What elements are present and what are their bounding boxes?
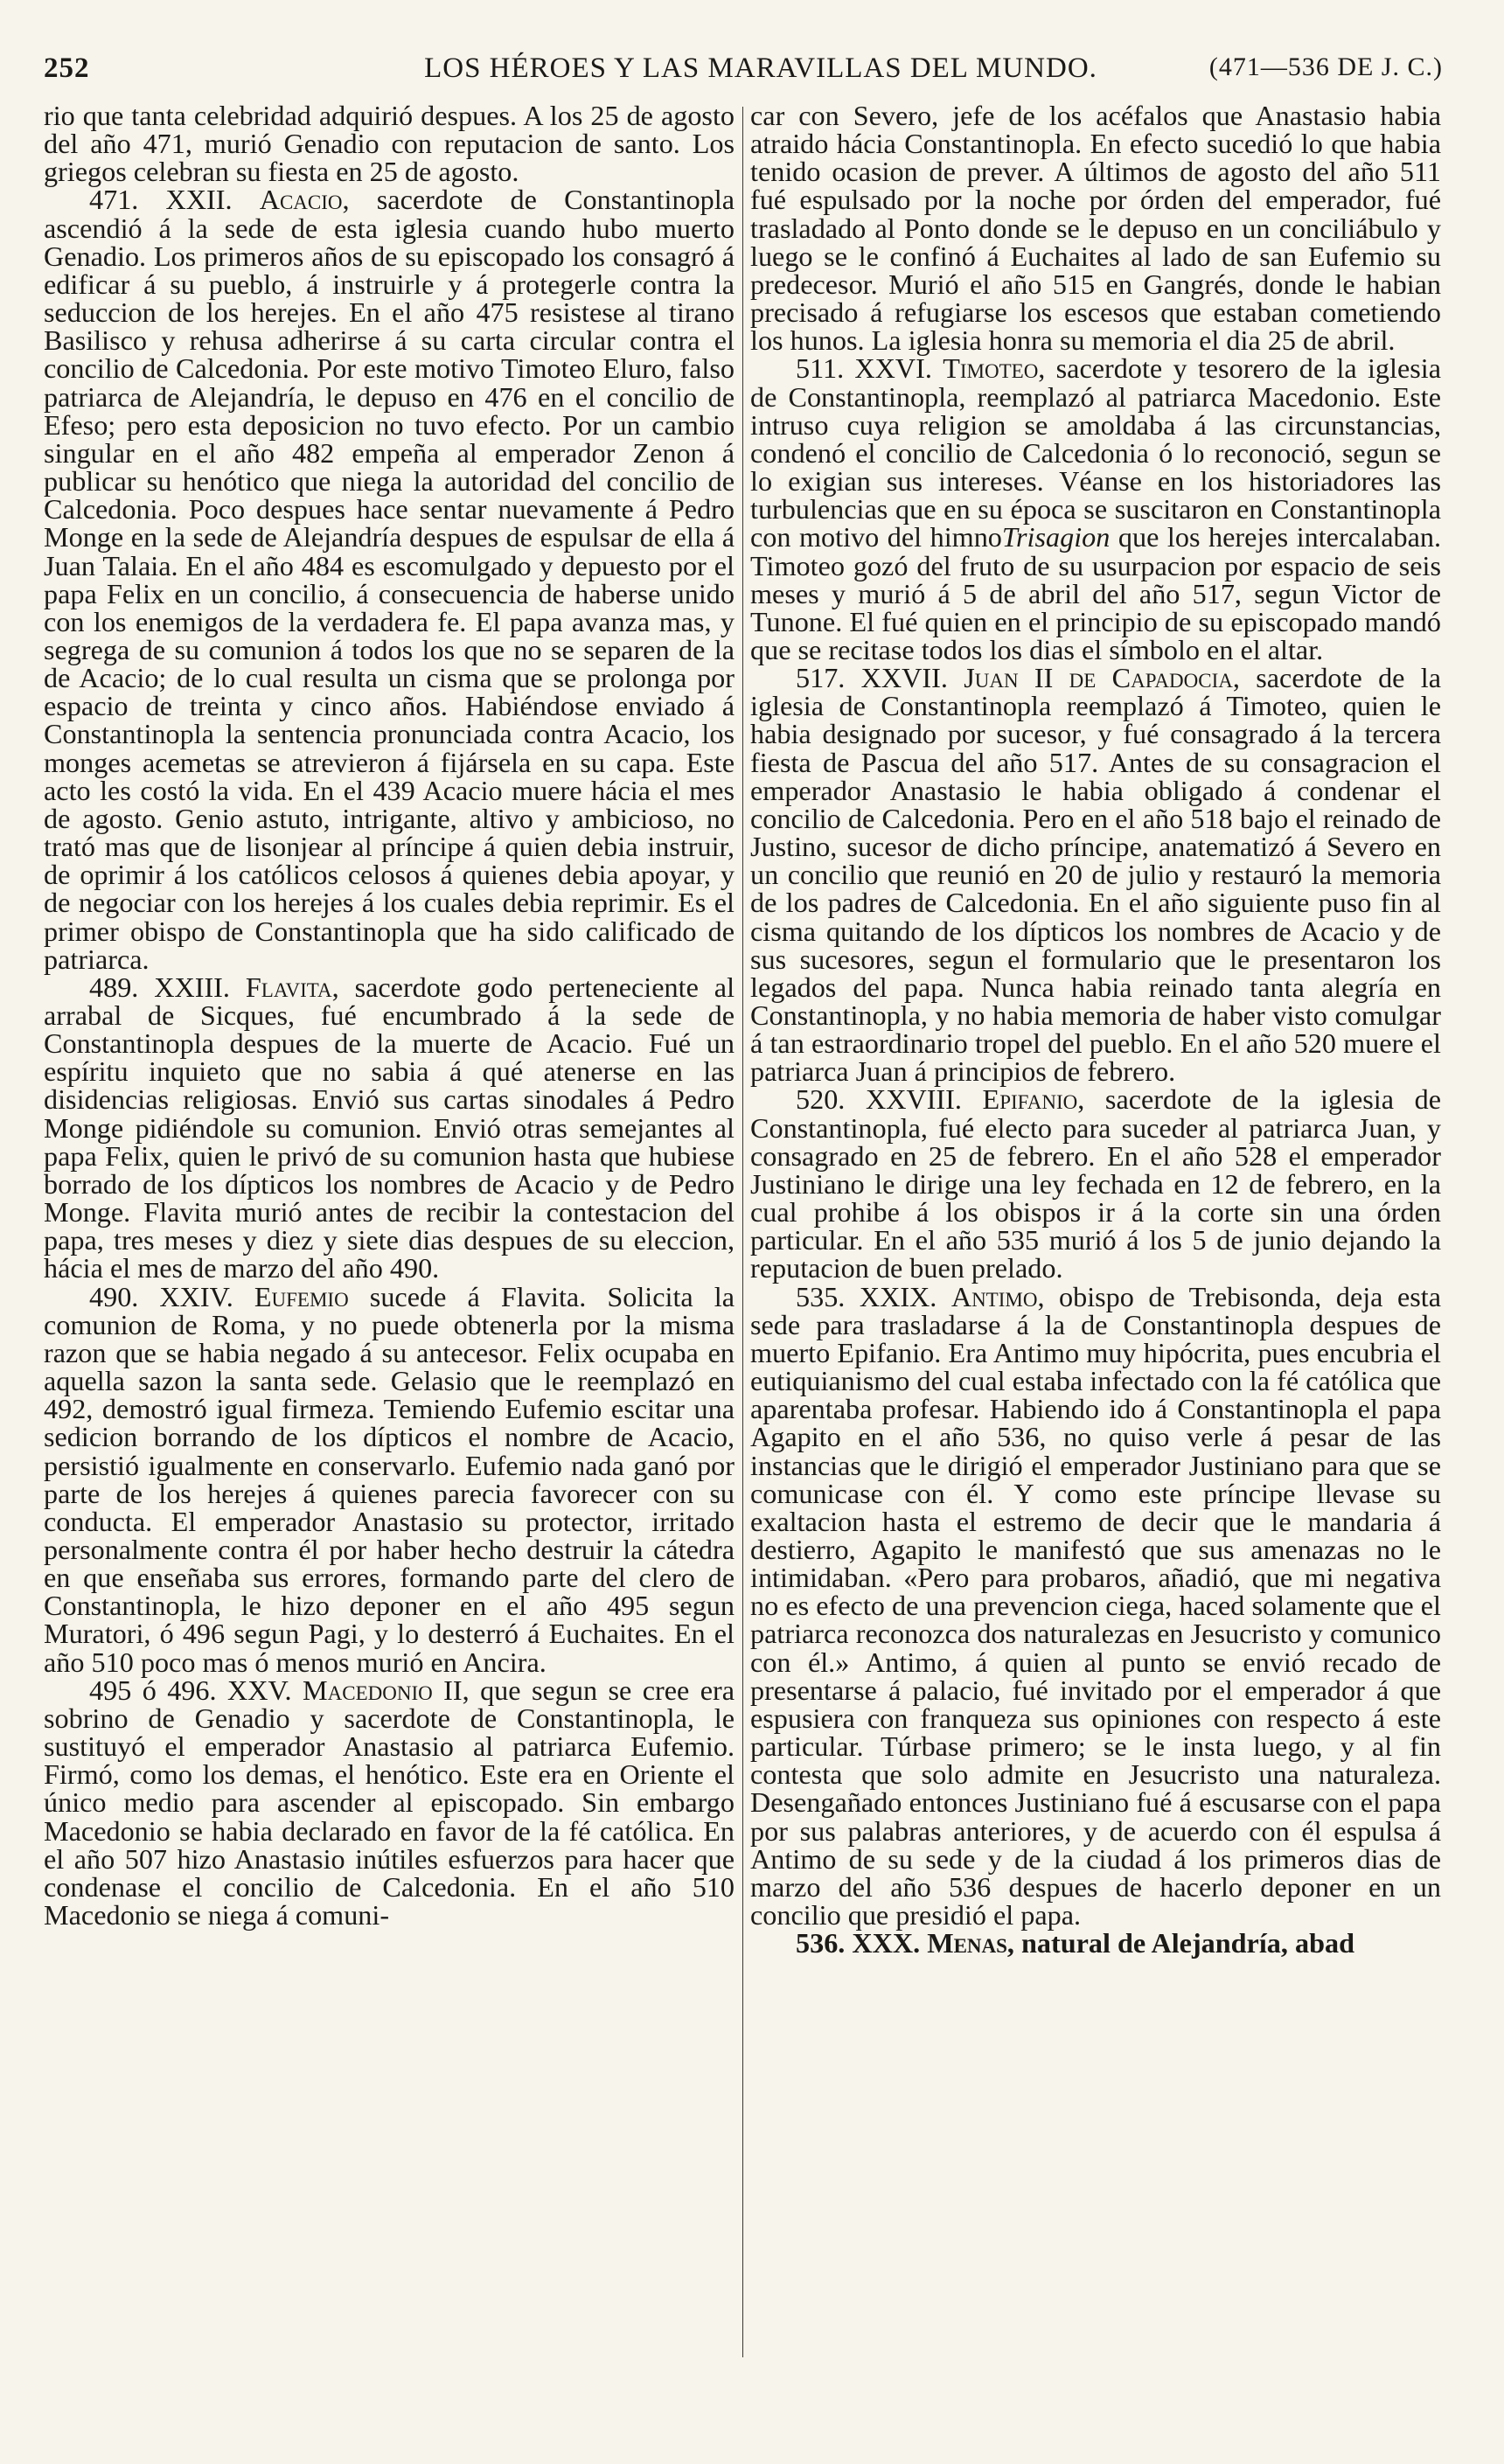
entry-number: 489. XXIII. xyxy=(89,971,230,1003)
entry-name: Flavita, xyxy=(245,971,339,1003)
entry-number: 511. XXVI. xyxy=(796,352,932,385)
entry-antimo xyxy=(750,1280,1441,1931)
entry-eufemio xyxy=(44,1280,735,1678)
entry-name: Acacio, xyxy=(259,184,350,216)
entry-text: que segun se cree era sobrino de Genadio y sacerdote de Constantinopla, le sustituyó el emperador Anastasio al patriarca Eufemio. Firmó, como los demas, el henótico. Este era en Oriente el único medio para ascender al episcopado. Sin embargo Macedonio se habia declarado en favor de la fé católica. En el año 507 hizo Anastasio inútiles esfuerzos para hacer que condenase el concilio de Calcedonia. En el año 510 Macedonio se niega á comuni- xyxy=(44,1674,735,1931)
continuation-paragraph: rio que tanta celebridad adquirió despues. A los 25 de agosto del año 471, murió Genadio con reputacion de santo. Los griegos celebran su fiesta en 25 de agosto. xyxy=(44,100,735,188)
entry-number: 490. XXIV. xyxy=(89,1280,233,1312)
entry-name: Eufemio xyxy=(254,1280,349,1312)
entry-text: sacerdote de la iglesia de Constantinopla reemplazó á Timoteo, quien le habia designado por sucesor, y fué consagrado á la tercera fiesta de Pascua del año 517. Antes de su consagracion el emperador Anastasio le habia obligado á condenar el concilio de Calcedonia. Pero en el año 518 bajo el reinado de Justino, sucesor de dicho príncipe, anatematizó á Severo en un concilio que reunió en 20 de julio y restauró la memoria de los padres de Calcedonia. En el año siguiente puso fin al cisma quitando de los dípticos los nombres de Acacio y de sus sucesores, segun el formulario que le presentaron los legados del papa. Nunca habia reinado tanta alegría en Constantinopla, y no habia memoria de haber visto comulgar á tan estraordinario tropel del pueblo. En el año 520 muere el patriarca Juan á principios de febrero. xyxy=(750,662,1442,1088)
entry-text: sacerdote de Constantinopla ascendió á la sede de esta iglesia cuando hubo muerto Genadio. Los primeros años de su episcopado los consagró á edificar á su pueblo, á instruirle y á protegerle contra la seduccion de los herejes. En el año 475 resistese al tirano Basilisco y rehusa adherirse á su carta circular contra el concilio de Calcedonia. Por este motivo Timoteo Eluro, falso patriarca de Alejandría, le depuso en 476 en el concilio de Efeso; pero esta deposicion no tuvo efecto. Por un cambio singular en el año 482 empeña al emperador Zenon á publicar su henótico que niega la autoridad del concilio de Calcedonia. Poco despues hace sentar nuevamente á Pedro Monge en la sede de Alejandría despues de espulsar de ella á Juan Talaia. En el año 484 es escomulgado y depuesto por el papa Felix en un concilio, á consecuencia de haberse unido con los enemigos de la verdadera fe. El papa avanza mas, y segrega de su comunion á todos los que no se separen de la de Acacio; de lo cual resulta un cisma que se prolonga por espacio de treinta y cinco años. Habiéndose enviado á Constantinopla la sentencia pronunciada contra Acacio, los monges acemetas se atrevieron á fijársela en su capa. Este acto les costó la vida. En el 439 Acacio muere hácia el mes de agosto. Genio astuto, intrigante, altivo y ambicioso, no trató mas que de lisonjear al príncipe á quien debia instruir, de oprimir á los católicos celosos á quienes debia apoyar, y de negociar con los herejes á los cuales debia reprimir. Es el primer obispo de Constantinopla que ha sido calificado de patriarca. xyxy=(44,184,735,975)
page-header xyxy=(44,52,1443,105)
entry-epifanio xyxy=(750,1085,1441,1282)
entry-timoteo xyxy=(750,354,1441,664)
left-column xyxy=(44,101,735,1929)
entry-text: natural de Alejandría, abad xyxy=(1021,1927,1354,1959)
right-column xyxy=(750,101,1441,1957)
date-range: (471—536 DE J. C.) xyxy=(1208,52,1443,81)
entry-text: sacerdote y tesorero de la iglesia de Constantinopla, reemplazó al patriarca Macedonio. Este intruso cuya religion se amoldaba á las circunstancias, condenó el concilio de Calcedonia ó lo reconoció, segun se lo exigian sus intereses. Véanse en los historiadores las turbulencias que en su época se suscitaron en Constantinopla con motivo del himno xyxy=(750,352,1442,553)
entry-macedonio xyxy=(44,1676,735,1929)
entry-number: 536. XXX. xyxy=(796,1927,921,1959)
entry-name: Menas, xyxy=(927,1927,1014,1959)
page-number: 252 xyxy=(44,52,90,84)
entry-name: Juan II de Capadocia, xyxy=(964,662,1240,694)
entry-italic-term: Trisagion xyxy=(1001,521,1111,553)
entry-juan-ii xyxy=(750,662,1442,1088)
entry-text: obispo de Trebisonda, deja esta sede para trasladarse á la de Constantinopla despues de muerto Epifanio. Era Antimo muy hipócrita, pues encubria el eutiquianismo del cual estaba infectado con la fé católica que aparentaba profesar. Habiendo ido á Constantinopla el papa Agapito en el año 536, no quiso verle á pesar de las instancias que le dirigió el emperador Justiniano para que se comunicase con él. Y como este príncipe llevase su exaltacion hasta el estremo de decir que le mandaria á destierro, Agapito le manifestó que sus amenazas no le intimidaban. «Pero para probaros, añadió, que mi negativa no es efecto de una prevencion ciega, haced solamente que el patriarca reconozca dos naturalezas en Jesucristo y comunico con él.» Antimo, á quien al punto se envió recado de presentarse á palacio, fué invitado por el emperador á que espusiera con franqueza sus opiniones con respecto á este particular. Túrbase primero; se le insta luego, y al fin contesta que solo admite en Jesucristo una naturaleza. Desengañado entonces Justiniano fué á escusarse con el papa por sus palabras anteriores, y de acuerdo con él espulsa á Antimo de su sede y de la ciudad á los primeros dias de marzo del año 536 despues de hacerlo deponer en un concilio que presidió el papa. xyxy=(750,1280,1441,1931)
entry-text: sacerdote godo perteneciente al arrabal de Sicques, fué encumbrado á la sede de Constantinopla despues de la muerte de Acacio. Fué un espíritu inquieto que no sabia á qué atenerse en las disidencias religiosas. Envió sus cartas sinodales á Pedro Monge pidiéndole su comunion. Envió otras semejantes al papa Felix, quien le privó de su comunion hasta que hubiese borrado de los dípticos los nombres de Acacio y de Pedro Monge. Flavita murió antes de recibir la contestacion del papa, tres meses y diez y siete dias despues de su eleccion, hácia el mes de marzo del año 490. xyxy=(44,971,735,1284)
running-title: LOS HÉROES Y LAS MARAVILLAS DEL MUNDO. xyxy=(424,52,1097,84)
entry-name: Macedonio II, xyxy=(303,1674,470,1706)
entry-number: 495 ó 496. XXV. xyxy=(89,1674,292,1706)
entry-name: Timoteo, xyxy=(943,352,1046,385)
entry-flavita xyxy=(44,973,735,1283)
entry-acacio xyxy=(44,184,735,975)
entry-name: Epifanio, xyxy=(982,1083,1085,1116)
entry-number: 471. XXII. xyxy=(89,184,233,216)
entry-text: sucede á Flavita. Solicita la comunion de Roma, y no puede obtenerla por la misma razon que se habia negado á su antecesor. Felix ocupaba en aquella sazon la santa sede. Gelasio que le reemplazó en 492, demostró igual firmeza. Temiendo Eufemio escitar una sedicion borrando de los dípticos el nombre de Acacio, persistió igualmente en conservarlo. Eufemio nada ganó por parte de los herejes á quienes parecia favorecer con su conducta. El emperador Anastasio su protector, irritado personalmente contra él por haber hecho destruir la cátedra en que enseñaba sus errores, formando parte del clero de Constantinopla, le hizo deponer en el año 495 segun Muratori, ó 496 segun Pagi, y lo desterró á Euchaites. En el año 510 poco mas ó menos murió en Ancira. xyxy=(44,1280,735,1678)
entry-text-continued: que los herejes intercalaban. Timoteo gozó del fruto de su usurpacion por espacio de seis meses y murió á 5 de abril del año 517, segun Victor de Tunone. El fué quien en el principio de su episcopado mandó que se recitase todos los dias el símbolo en el altar. xyxy=(750,521,1442,665)
entry-number: 517. XXVII. xyxy=(796,662,948,694)
entry-number: 535. XXIX. xyxy=(796,1280,937,1312)
continuation-paragraph: car con Severo, jefe de los acéfalos que Anastasio habia atraido hácia Constantinopla. En efecto sucedió lo que habia tenido ocasion de prever. A últimos de agosto del año 511 fué espulsado por la noche por órden del emperador, fué trasladado al Ponto donde se le depuso en un conciliábulo y luego se le confinó á Euchaites al lado de san Eufemio su predecesor. Murió el año 515 en Gangrés, donde le habian precisado á refugiarse los escesos que estaban cometiendo los hunos. La iglesia honra su memoria el dia 25 de abril. xyxy=(750,100,1441,357)
entry-number: 520. XXVIII. xyxy=(796,1083,962,1116)
entry-menas xyxy=(750,1929,1441,1957)
entry-text: sacerdote de la iglesia de Constantinopla, fué electo para suceder al patriarca Juan, y consagrado en 25 de febrero. En el año 528 el emperador Justiniano le dirige una ley fechada en 12 de febrero, en la cual prohibe á los obispos ir á la corte sin una órden particular. En el año 535 murió á los 5 de junio dejando la reputacion de buen prelado. xyxy=(750,1083,1442,1284)
column-divider xyxy=(742,107,743,2357)
entry-name: Antimo, xyxy=(950,1280,1045,1312)
